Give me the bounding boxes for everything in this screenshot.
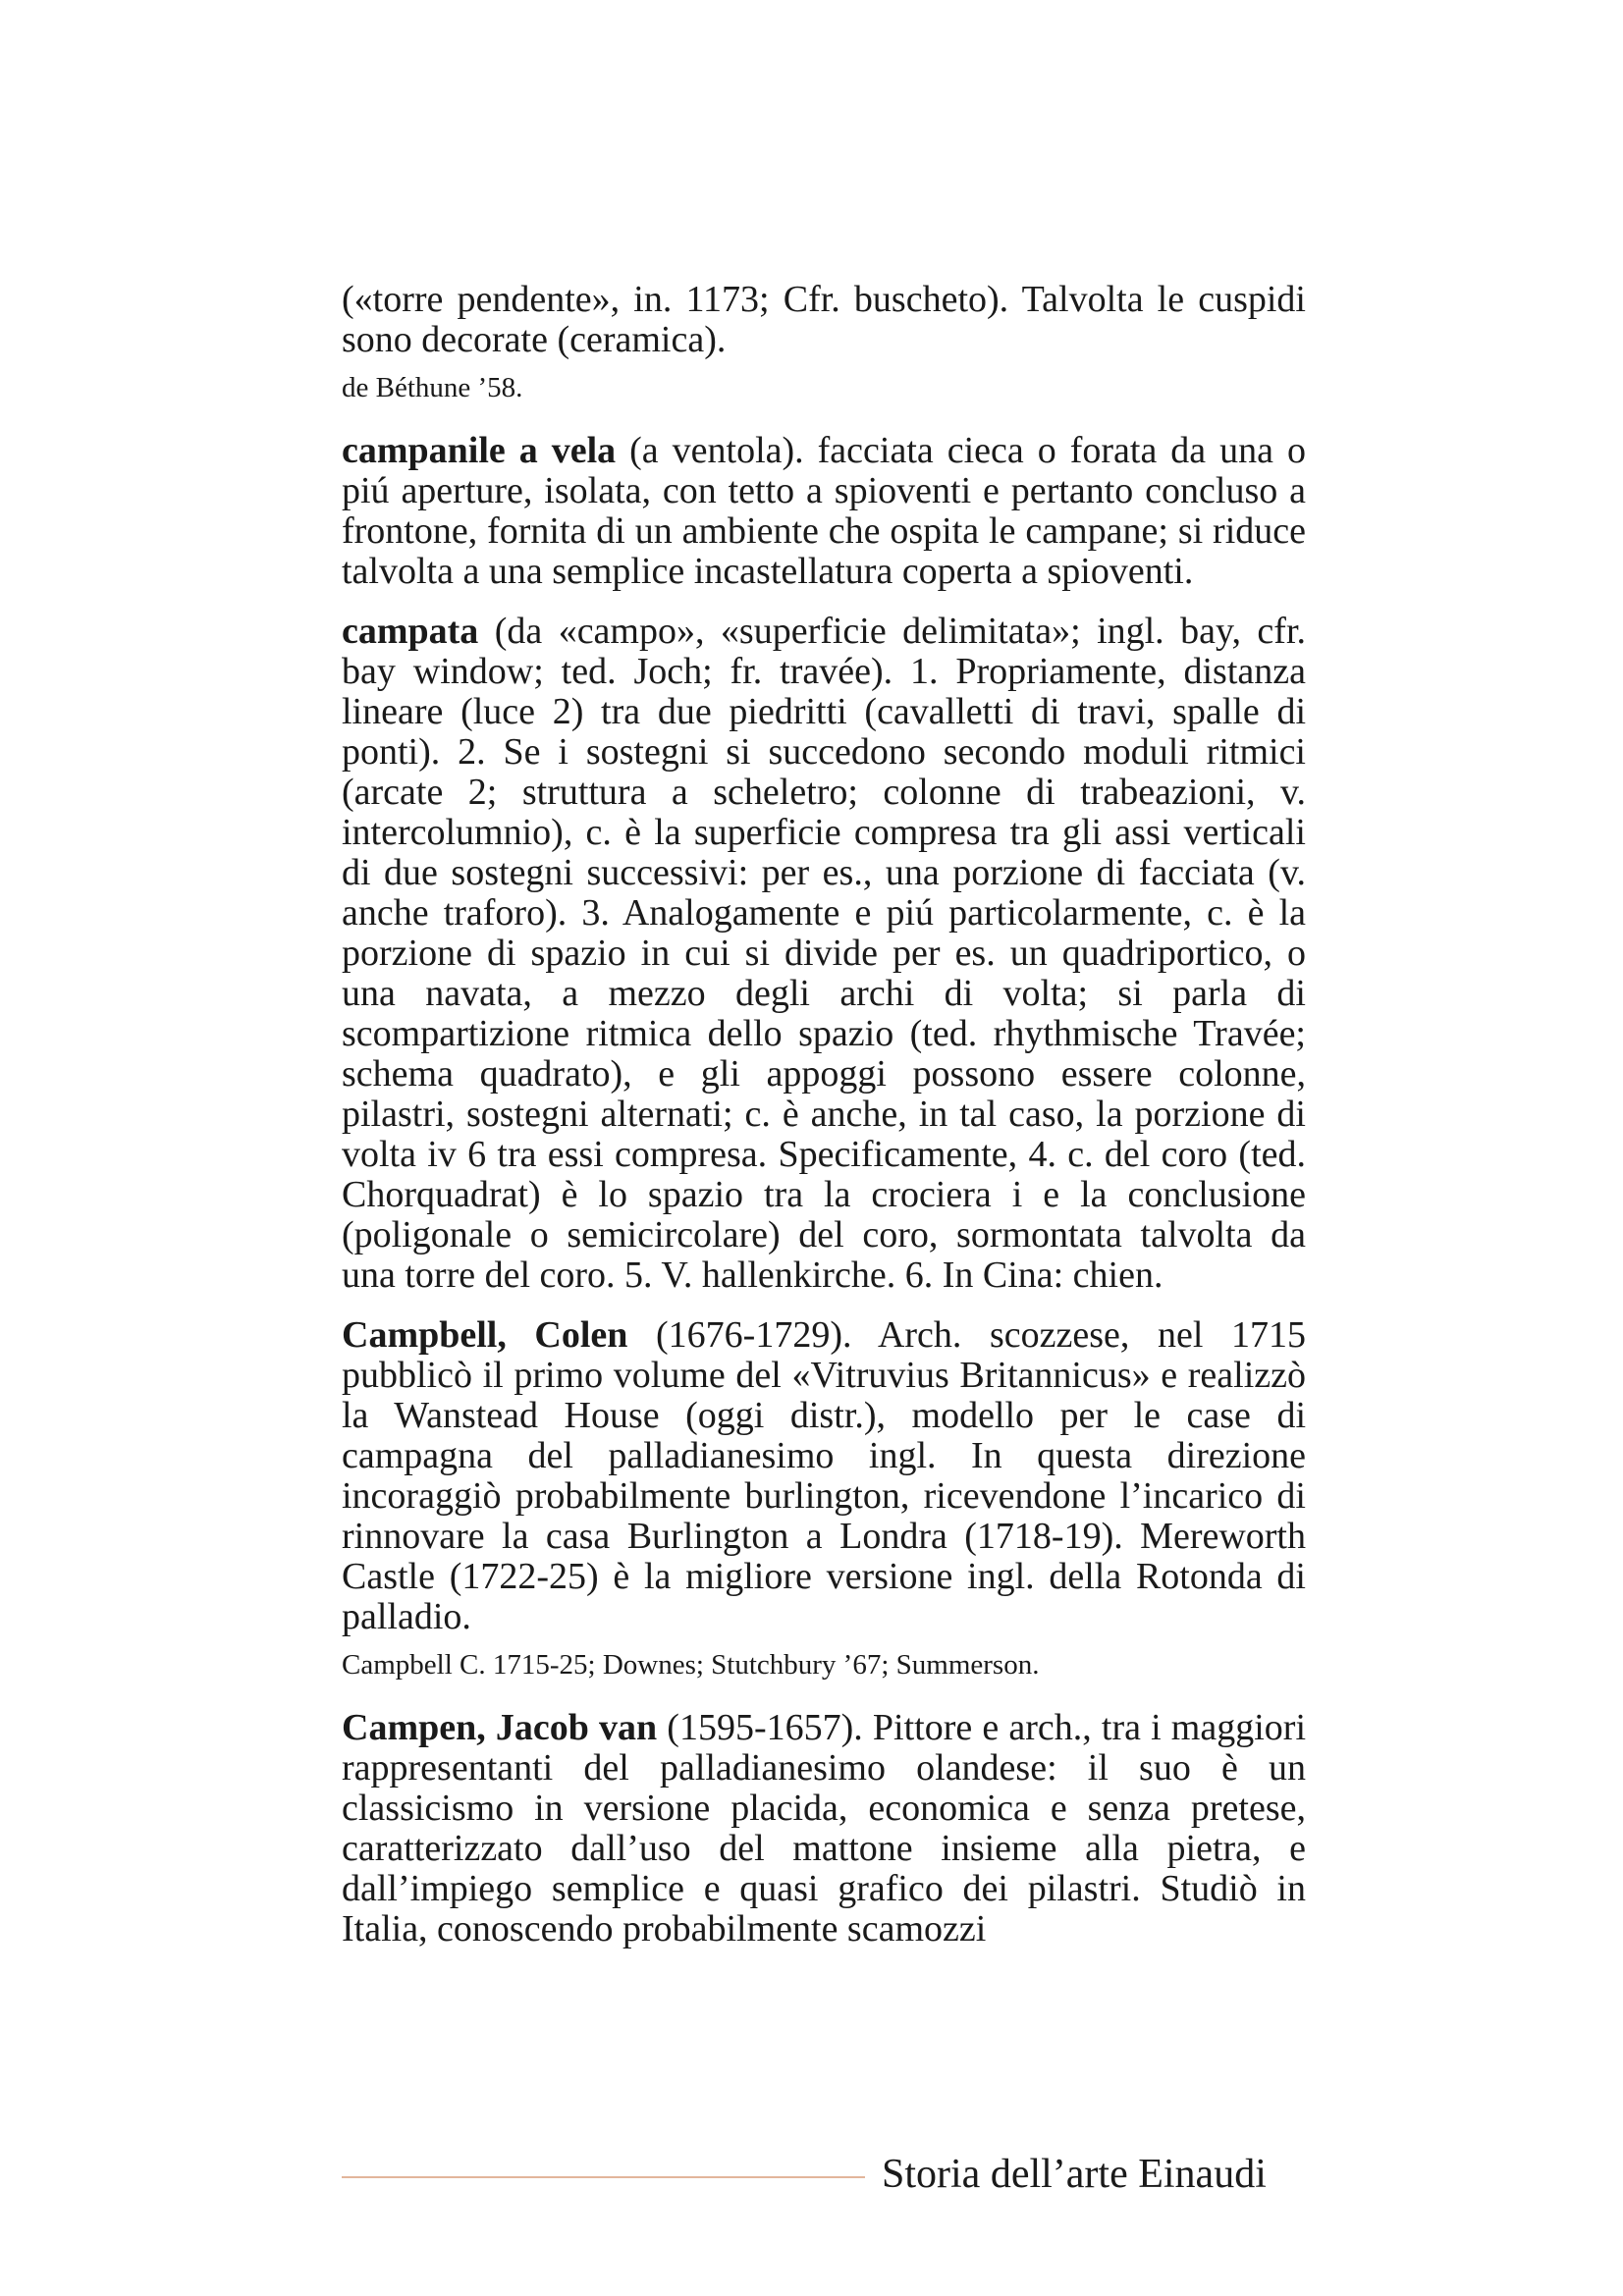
footer-rule — [342, 2176, 865, 2178]
bibliography-reference: de Béthune ’58. — [342, 372, 523, 403]
headword: campanile a vela — [342, 430, 617, 471]
entry-campen-jacob-van — [342, 1708, 1306, 1949]
continuation-text: («torre pendente», in. 1173; Cfr. buscheto). Talvolta le cuspidi sono decorate (ceramica). — [342, 279, 1306, 360]
entry-body: (1676-1729). Arch. scozzese, nel 1715 pubblicò il primo volume del «Vitruvius Britannicus» e realizzò la Wanstead House (oggi distr.), modello per le case di campagna del palladianesimo ingl. In questa direzione incoraggiò probabilmente burlington, ricevendone l’incarico di rinnovare la casa Burlington a Londra (1718-19). Mereworth Castle (1722-25) è la migliore versione ingl. della Rotonda di palladio. — [342, 1314, 1306, 1637]
footer-title: Storia dell’arte Einaudi — [882, 2152, 1267, 2197]
entry-body: (a ventola). facciata cieca o forata da una o piú aperture, isolata, con tetto a spioventi e pertanto concluso a frontone, fornita di un ambiente che ospita le campane; si riduce talvolta a una semplice incastellatura coperta a spioventi. — [342, 430, 1306, 592]
headword: campata — [342, 611, 479, 652]
headword: Campbell, Colen — [342, 1314, 628, 1356]
entry-campbell-colen — [342, 1315, 1306, 1637]
page-body — [342, 280, 1306, 1969]
entry-campata — [342, 612, 1306, 1296]
entry-campanile-a-vela — [342, 431, 1306, 592]
headword: Campen, Jacob van — [342, 1707, 658, 1748]
bibliography-reference: Campbell C. 1715-25; Downes; Stutchbury ’67; Summerson. — [342, 1649, 1040, 1681]
entry-body: (1595-1657). Pittore e arch., tra i maggiori rappresentanti del palladianesimo olandese: il suo è un classicismo in versione placida, economica e senza pretese, caratterizzato dall’uso del mattone insieme alla pietra, e dall’impiego semplice e quasi grafico dei pilastri. Studiò in Italia, conoscendo probabilmente scamozzi — [342, 1707, 1307, 1949]
entry-body: (da «campo», «superficie delimitata»; ingl. bay, cfr. bay window; ted. Joch; fr. travée). 1. Propriamente, distanza lineare (luce 2) tra due piedritti (cavalletti di travi, spalle di ponti). 2. Se i sostegni si succedono secondo moduli ritmici (arcate 2; struttura a scheletro; colonne di trabeazioni, v. intercolumnio), c. è la superficie compresa tra gli assi verticali di due sostegni successivi: per es., una porzione di facciata (v. anche traforo). 3. Analogamente e piú particolarmente, c. è la porzione di spazio in cui si divide per es. un quadriportico, o una navata, a mezzo degli archi di volta; si parla di scompartizione ritmica dello spazio (ted. rhythmische Travée; schema quadrato), e gli appoggi possono essere colonne, pilastri, sostegni alternati; c. è anche, in tal caso, la porzione di volta iv 6 tra essi compresa. Specificamente, 4. c. del coro (ted. Chorquadrat) è lo spazio tra la crociera i e la conclusione (poligonale o semicircolare) del coro, sormontata talvolta da una torre del coro. 5. V. hallenkirche. 6. In Cina: chien. — [342, 611, 1307, 1296]
